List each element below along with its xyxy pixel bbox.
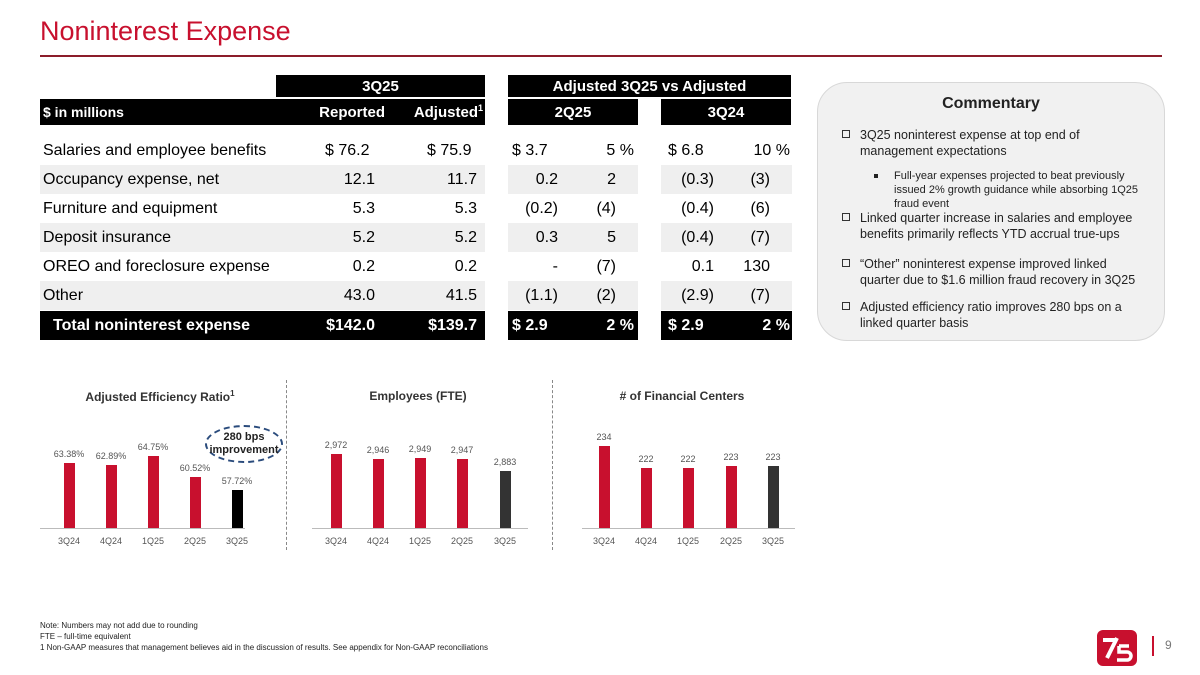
- bar-value-label: 64.75%: [137, 442, 169, 453]
- row-label: Occupancy expense, net: [43, 171, 220, 188]
- chart-axis: [582, 528, 795, 529]
- checkbox-bullet-icon: [842, 302, 850, 310]
- x-axis-label: 4Q24: [366, 536, 390, 546]
- header-adjusted-compare: Adjusted 3Q25 vs Adjusted: [508, 75, 791, 97]
- total-reported: $142.0: [326, 317, 375, 334]
- commentary-title: Commentary: [942, 95, 1040, 112]
- adjusted-value: 5.2: [454, 229, 477, 246]
- chart-bar: [373, 459, 384, 528]
- bar-value-label: 60.52%: [179, 462, 211, 473]
- total-label: Total noninterest expense: [53, 317, 251, 334]
- chart-bar: [683, 468, 694, 528]
- chart-axis: [40, 528, 245, 529]
- checkbox-bullet-icon: [842, 130, 850, 138]
- q3-percent: 130: [743, 258, 770, 275]
- chart-bar: [768, 466, 779, 528]
- table-row: [40, 165, 792, 194]
- chart-bar: [415, 458, 426, 528]
- table-row: [40, 252, 792, 281]
- q3-amount: $ 6.8: [668, 142, 704, 159]
- table-total-row: [40, 311, 792, 340]
- chart-bar: [641, 468, 652, 528]
- chart-bar: [64, 463, 75, 528]
- chart-title-efficiency: Adjusted Efficiency Ratio$^1$: [85, 389, 235, 404]
- header-3q24: 3Q24: [661, 99, 791, 125]
- row-label: Salaries and employee benefits: [43, 142, 267, 159]
- total-q2-percent: 2 %: [606, 317, 634, 334]
- commentary-bullet: Linked quarter increase in salaries and employee benefits primarily reflects YTD accrual true-ups: [842, 210, 1142, 242]
- table-row: [40, 194, 792, 223]
- bar-value-label: 2,972: [324, 439, 348, 450]
- total-q3-percent: 2 %: [762, 317, 790, 334]
- header-row-left: [40, 99, 485, 125]
- checkbox-bullet-icon: [842, 213, 850, 221]
- q3-amount: (0.3): [681, 171, 714, 188]
- bar-value-label: 57.72%: [221, 476, 253, 487]
- q2-percent: (4): [596, 200, 616, 217]
- bar-value-label: 222: [680, 454, 696, 465]
- x-axis-label: 1Q25: [141, 536, 165, 546]
- header-2q25: 2Q25: [508, 99, 638, 125]
- table-row: [40, 223, 792, 252]
- commentary-panel: [817, 82, 1165, 341]
- q3-amount: (2.9): [681, 287, 714, 304]
- adjusted-value: 5.3: [454, 200, 477, 217]
- chart-divider: [286, 380, 287, 550]
- x-axis-label: 3Q24: [57, 536, 81, 546]
- q2-amount: -: [552, 258, 558, 275]
- chart-bar: [331, 454, 342, 528]
- chart-bar: [599, 446, 610, 528]
- q2-percent: (7): [596, 258, 616, 275]
- q2-amount: $ 3.7: [512, 142, 548, 159]
- chart-bar: [232, 490, 243, 528]
- q3-amount: 0.1: [691, 258, 714, 275]
- bar-value-label: 234: [596, 431, 612, 442]
- row-label: Furniture and equipment: [43, 200, 218, 217]
- bar-value-label: 62.89%: [95, 451, 127, 462]
- x-axis-label: 3Q25: [225, 536, 249, 546]
- x-axis-label: 2Q25: [183, 536, 207, 546]
- bar-value-label: 223: [723, 452, 739, 463]
- reported-value: 5.2: [352, 229, 375, 246]
- x-axis-label: 3Q25: [761, 536, 785, 546]
- bar-value-label: 223: [765, 452, 781, 463]
- row-label: Deposit insurance: [43, 229, 172, 246]
- q3-percent: 10 %: [753, 142, 790, 159]
- commentary-bullet: “Other” noninterest expense improved linked quarter due to $1.6 million fraud recovery in 3Q25: [842, 256, 1142, 288]
- adjusted-value: $ 75.9: [427, 142, 472, 159]
- x-axis-label: 3Q24: [592, 536, 616, 546]
- chart-bar: [726, 466, 737, 528]
- table-row: [40, 281, 792, 310]
- q2-percent: 5 %: [606, 142, 634, 159]
- page-title: Noninterest Expense: [40, 16, 291, 46]
- x-axis-label: 3Q24: [324, 536, 348, 546]
- reported-value: 12.1: [343, 171, 375, 188]
- q2-percent: 5: [607, 229, 616, 246]
- q2-percent: (2): [596, 287, 616, 304]
- q2-amount: 0.3: [535, 229, 558, 246]
- q3-percent: (3): [750, 171, 770, 188]
- x-axis-label: 1Q25: [676, 536, 700, 546]
- commentary-bullet: 3Q25 noninterest expense at top end of management expectations: [842, 127, 1142, 159]
- chart-bar: [106, 465, 117, 528]
- q2-amount: (1.1): [525, 287, 558, 304]
- adjusted-value: 11.7: [447, 171, 477, 188]
- footnote-rounding: Note: Numbers may not add due to rounding: [40, 621, 198, 630]
- x-axis-label: 1Q25: [408, 536, 432, 546]
- bar-value-label: 63.38%: [53, 448, 85, 459]
- footnote-nongaap: 1 Non-GAAP measures that management believes aid in the discussion of results. See appendix for Non-GAAP reconciliations: [40, 643, 488, 652]
- q2-amount: (0.2): [525, 200, 558, 217]
- total-adjusted: $139.7: [428, 317, 477, 334]
- footnote-fte: FTE – full-time equivalent: [40, 632, 131, 641]
- total-q3-amount: $ 2.9: [668, 317, 704, 334]
- row-label: Other: [43, 287, 84, 304]
- x-axis-label: 3Q25: [493, 536, 517, 546]
- chart-axis: [312, 528, 528, 529]
- x-axis-label: 4Q24: [634, 536, 658, 546]
- square-bullet-icon: [874, 174, 878, 178]
- row-label: OREO and foreclosure expense: [43, 258, 270, 275]
- table-row: [40, 136, 792, 165]
- bar-value-label: 2,947: [450, 444, 474, 455]
- bar-value-label: 2,946: [366, 444, 390, 455]
- x-axis-label: 4Q24: [99, 536, 123, 546]
- company-logo: [1097, 630, 1137, 666]
- commentary-subbullet: Full-year expenses projected to beat previously issued 2% growth guidance while absorbing 1Q25 fraud event: [874, 169, 1144, 211]
- bar-value-label: 222: [638, 454, 654, 465]
- total-q2-amount: $ 2.9: [512, 317, 548, 334]
- col-header-reported: Reported: [319, 103, 385, 121]
- logo-divider: [1152, 636, 1154, 656]
- q2-amount: 0.2: [535, 171, 558, 188]
- q3-percent: (7): [750, 287, 770, 304]
- reported-value: 5.3: [352, 200, 375, 217]
- chart-bar: [148, 456, 159, 528]
- reported-value: 43.0: [343, 287, 375, 304]
- chart-bar: [500, 471, 511, 528]
- chart-divider: [552, 380, 553, 550]
- adjusted-value: 41.5: [445, 287, 477, 304]
- title-divider: [40, 55, 1162, 57]
- improvement-callout: 280 bps improvement: [205, 425, 283, 463]
- q3-amount: (0.4): [681, 229, 714, 246]
- q2-percent: 2: [607, 171, 616, 188]
- adjusted-value: 0.2: [454, 258, 477, 275]
- x-axis-label: 2Q25: [450, 536, 474, 546]
- page-number: 9: [1165, 638, 1172, 652]
- chart-bar: [457, 459, 468, 528]
- col-header-label: $ in millions: [43, 104, 124, 120]
- reported-value: $ 76.2: [325, 142, 370, 159]
- chart-title-employees: Employees (FTE): [369, 389, 467, 403]
- bar-value-label: 2,949: [408, 444, 432, 455]
- x-axis-label: 2Q25: [719, 536, 743, 546]
- chart-bar: [190, 477, 201, 528]
- q3-percent: (7): [750, 229, 770, 246]
- chart-title-centers: # of Financial Centers: [619, 389, 745, 403]
- q3-percent: (6): [750, 200, 770, 217]
- header-3q25: 3Q25: [276, 75, 485, 97]
- q3-amount: (0.4): [681, 200, 714, 217]
- bar-value-label: 2,883: [493, 457, 517, 468]
- checkbox-bullet-icon: [842, 259, 850, 267]
- reported-value: 0.2: [352, 258, 375, 275]
- commentary-bullet: Adjusted efficiency ratio improves 280 bps on a linked quarter basis: [842, 299, 1142, 331]
- col-header-adjusted: Adjusted$^1$: [413, 103, 483, 121]
